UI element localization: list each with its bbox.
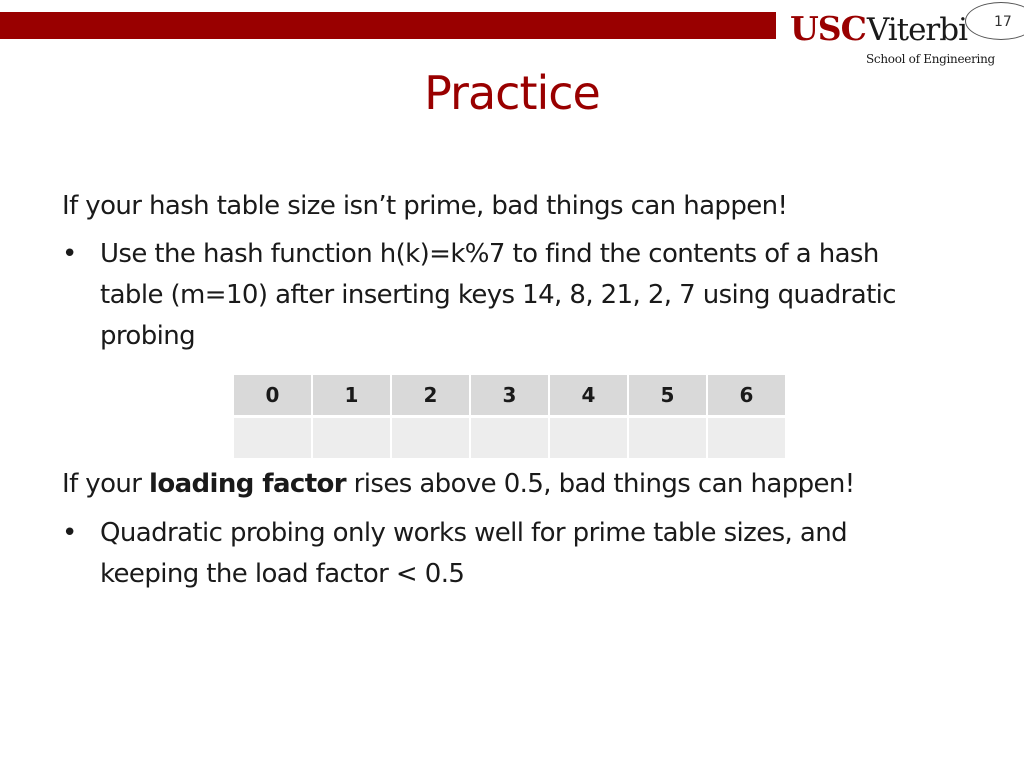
- table-header-cell: 0: [234, 375, 311, 415]
- section2-intro: [62, 464, 855, 505]
- table-value-cell: [471, 418, 548, 458]
- bullet-line: Use the hash function h(k)=k%7 to find the contents of a hash: [100, 239, 879, 269]
- table-value-cell: [234, 418, 311, 458]
- bullet-text: [100, 234, 896, 357]
- bullet-line: Quadratic probing only works well for prime table sizes, and: [100, 518, 847, 548]
- logo-wordmark: [790, 9, 968, 48]
- table-header-cell: 2: [392, 375, 469, 415]
- logo-viterbi-text: Viterbi: [866, 12, 968, 48]
- intro-text: If your: [62, 469, 150, 499]
- slide-title: Practice: [424, 66, 600, 120]
- hash-table: [234, 375, 785, 458]
- bullet-icon: •: [62, 518, 77, 548]
- table-value-cell: [550, 418, 627, 458]
- table-header-cell: 4: [550, 375, 627, 415]
- bullet-line: table (m=10) after inserting keys 14, 8, 21, 2, 7 using quadratic: [100, 280, 896, 310]
- logo-subtitle: School of Engineering: [866, 52, 995, 66]
- section1-intro: If your hash table size isn’t prime, bad things can happen!: [62, 191, 788, 221]
- intro-text: rises above 0.5, bad things can happen!: [346, 469, 855, 499]
- table-value-cell: [392, 418, 469, 458]
- usc-viterbi-logo: [790, 9, 995, 72]
- table-value-cell: [629, 418, 706, 458]
- logo-usc-text: USC: [790, 9, 866, 48]
- slide-number: 17: [994, 14, 1012, 30]
- table-header-cell: 5: [629, 375, 706, 415]
- table-header-cell: 1: [313, 375, 390, 415]
- bullet-line: probing: [100, 321, 196, 351]
- table-value-cell: [313, 418, 390, 458]
- table-value-cell: [708, 418, 785, 458]
- table-header-cell: 6: [708, 375, 785, 415]
- bullet-icon: •: [62, 239, 77, 269]
- bullet-line: keeping the load factor < 0.5: [100, 559, 465, 589]
- loading-factor-term: loading factor: [149, 469, 347, 499]
- table-header-cell: 3: [471, 375, 548, 415]
- header-bar: [0, 12, 776, 39]
- bullet-text: [100, 513, 847, 595]
